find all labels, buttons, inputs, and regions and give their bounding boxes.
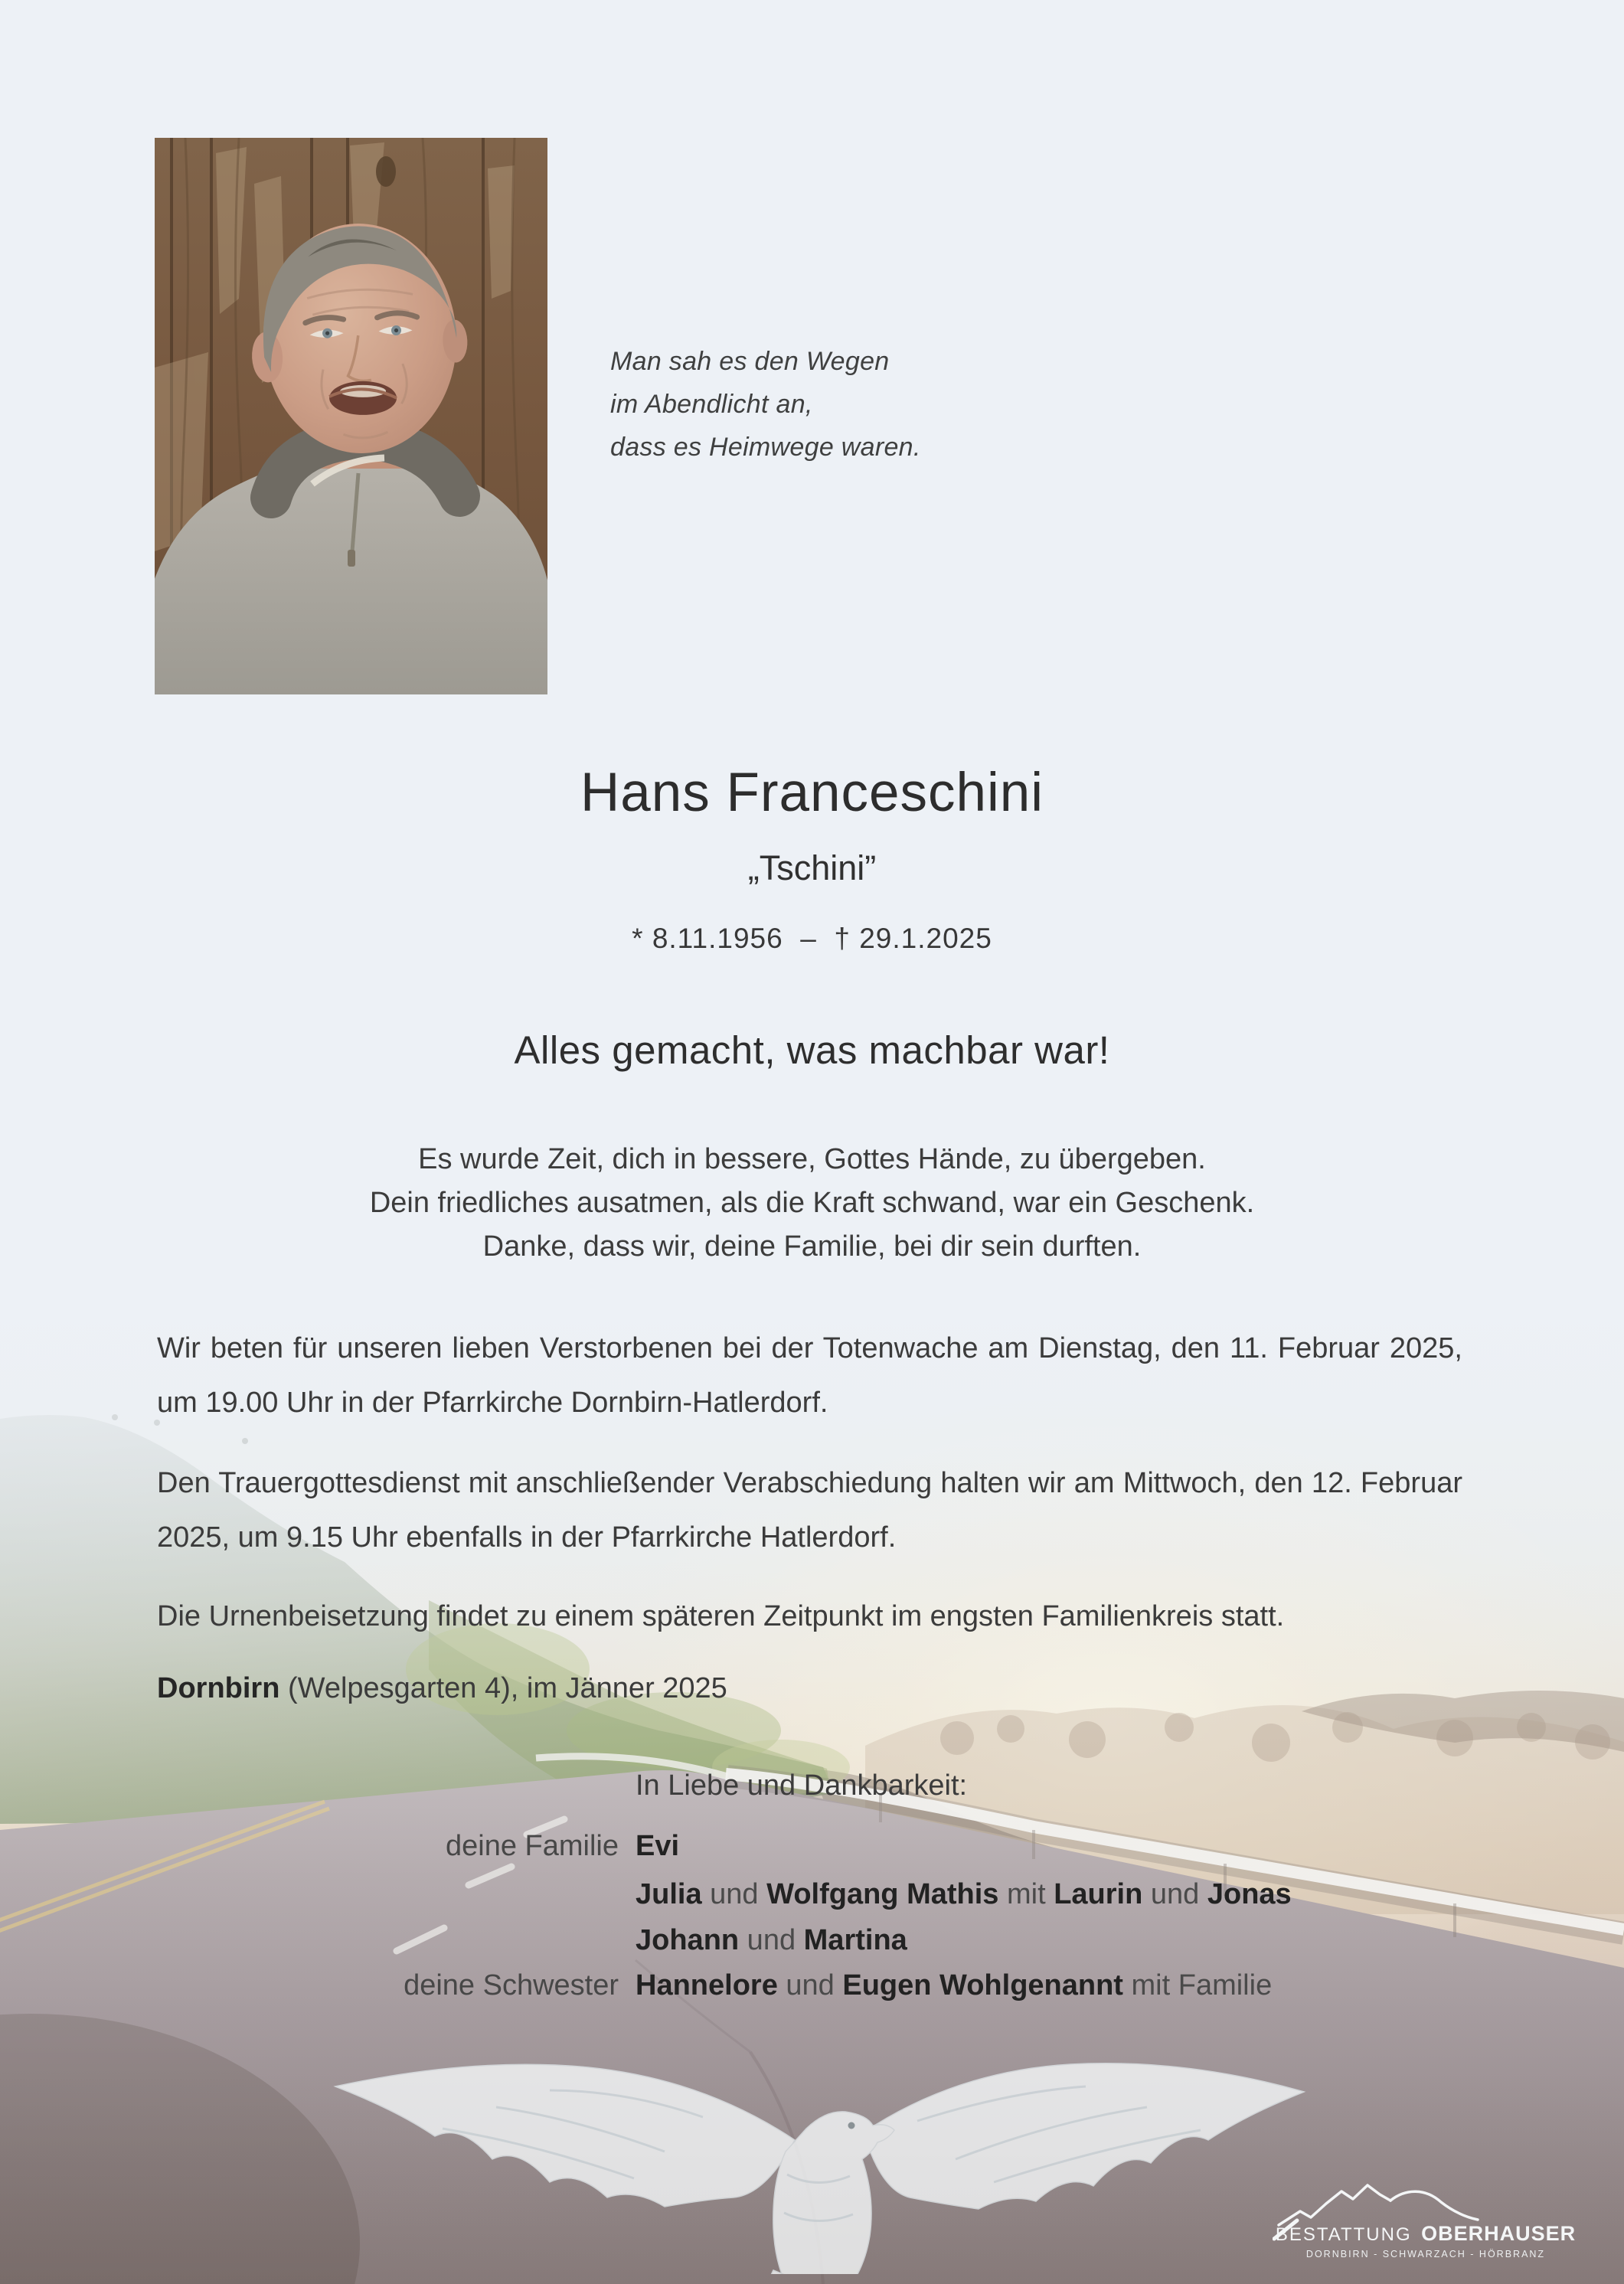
- intro-text: [0, 1138, 1624, 1269]
- intro-line: Es wurde Zeit, dich in bessere, Gottes Hände, zu übergeben.: [418, 1143, 1206, 1175]
- closing-salutation: In Liebe und Dankbarkeit:: [636, 1769, 968, 1802]
- mourner-row: [0, 1969, 1624, 2008]
- mourner-row: [0, 1878, 1624, 1916]
- quote-line: im Abendlicht an,: [610, 390, 813, 419]
- zipper-pull: [348, 550, 355, 567]
- mourner-row: [0, 1830, 1624, 1868]
- eagle-left-wing: [335, 2064, 795, 2207]
- logo-brand-bold: OBERHAUSER: [1421, 2222, 1577, 2245]
- mourner-names: Evi: [636, 1830, 680, 1862]
- mourner-names: Hannelore und Eugen Wohlgenannt mit Familie: [636, 1969, 1273, 2001]
- quote-line: Man sah es den Wegen: [610, 347, 890, 376]
- logo-brand: [1276, 2222, 1576, 2245]
- mourner-names: Julia und Wolfgang Mathis mit Laurin und Jonas: [636, 1878, 1292, 1910]
- wake-announcement: Wir beten für unseren lieben Verstorbenen bei der Totenwache am Dienstag, den 11. Februar 2025, um 19.00 Uhr in der Pfarrkirche Dornbirn-Hatlerdorf.: [157, 1332, 1462, 1419]
- urn-burial-note: Die Urnenbeisetzung findet zu einem späteren Zeitpunkt im engsten Familienkreis statt.: [157, 1600, 1285, 1632]
- intro-line: Dein friedliches ausatmen, als die Kraft schwand, war ein Geschenk.: [369, 1187, 1255, 1219]
- mouth: [329, 381, 397, 415]
- quote-line: dass es Heimwege waren.: [610, 433, 921, 462]
- place-dateline: [157, 1672, 727, 1705]
- life-dates: * 8.11.1956 – † 29.1.2025: [632, 923, 992, 954]
- dateline-rest: (Welpesgarten 4), im Jänner 2025: [279, 1672, 727, 1704]
- epitaph-quote: [610, 340, 921, 469]
- eagle-body-head: [773, 2112, 894, 2274]
- mourner-names: Johann und Martina: [636, 1924, 907, 1956]
- logo-brand-light: BESTATTUNG: [1275, 2224, 1412, 2245]
- funeral-home-logo: [1273, 2176, 1579, 2264]
- funeral-service-announcement: Den Trauergottesdienst mit anschließender Verabschiedung halten wir am Mittwoch, den 12. Februar 2025, um 9.15 Uhr ebenfalls in der Pfarrkirche Hatlerdorf.: [157, 1467, 1462, 1554]
- eagle-right-wing: [864, 2063, 1304, 2209]
- wood-knot: [376, 156, 396, 187]
- logo-locations: DORNBIRN - SCHWARZACH - HÖRBRANZ: [1305, 2249, 1546, 2259]
- eagle-watermark: [305, 2044, 1335, 2274]
- intro-line: Danke, dass wir, deine Familie, bei dir sein durften.: [482, 1230, 1142, 1263]
- deceased-nickname: „Tschini”: [747, 848, 877, 887]
- headline: Alles gemacht, was machbar war!: [514, 1028, 1110, 1072]
- dateline-city: Dornbirn: [157, 1672, 280, 1704]
- mourner-row: [0, 1924, 1624, 1962]
- eagle-eye: [848, 2122, 855, 2129]
- mourner-label: deine Familie: [446, 1830, 619, 1862]
- deceased-name: Hans Franceschini: [580, 763, 1044, 823]
- mourner-label: deine Schwester: [404, 1969, 619, 2001]
- portrait-photo: [155, 138, 547, 694]
